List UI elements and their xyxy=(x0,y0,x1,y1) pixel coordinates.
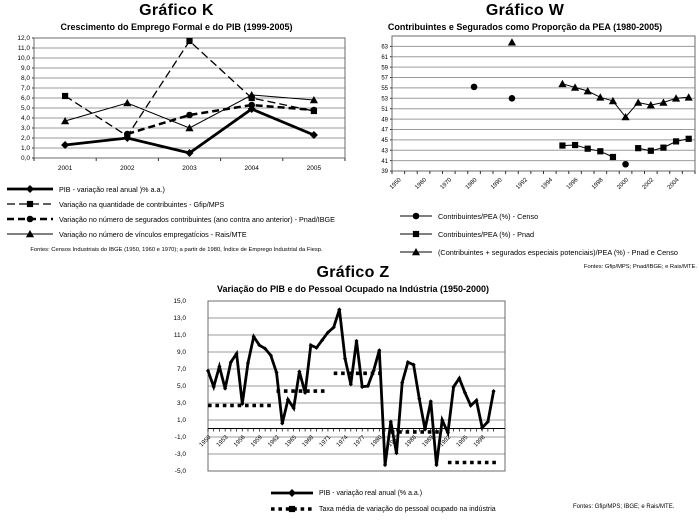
contribuintes-line-marker-icon xyxy=(6,198,54,210)
svg-text:1990: 1990 xyxy=(490,177,504,191)
svg-text:1977: 1977 xyxy=(352,434,367,449)
legend-item xyxy=(6,228,349,240)
chart-k-legend xyxy=(6,183,349,240)
svg-text:8,0: 8,0 xyxy=(20,75,30,83)
chart-z-source: Fontes: Gfip/MPS; IBGE; e Rais/MTE. xyxy=(573,504,675,510)
svg-text:43: 43 xyxy=(381,148,388,155)
svg-text:1,0: 1,0 xyxy=(176,417,186,425)
legend-label: PIB - variação real anual )% a.a.) xyxy=(59,184,165,194)
svg-text:1968: 1968 xyxy=(301,434,316,449)
legend-item xyxy=(6,183,349,195)
svg-text:11,0: 11,0 xyxy=(173,332,186,340)
legend-item xyxy=(399,210,699,222)
legend-item xyxy=(399,228,699,240)
chart-k-plot-area xyxy=(4,34,349,176)
censo-line-marker-icon xyxy=(399,210,433,222)
svg-text:2004: 2004 xyxy=(244,165,259,172)
chart-w-title: Gráfico W xyxy=(485,2,565,19)
svg-text:2001: 2001 xyxy=(57,165,73,172)
svg-text:49: 49 xyxy=(381,117,388,124)
legend-label: PIB - variação real anual (% a.a.) xyxy=(319,489,423,497)
legend-label: Variação no número de vínculos empregatícios - Rais/MTE xyxy=(59,229,247,239)
svg-text:-5,0: -5,0 xyxy=(174,468,186,476)
chart-w xyxy=(351,2,699,270)
svg-text:1998: 1998 xyxy=(472,434,487,449)
legend-label: Contribuintes/PEA (%) - Censo xyxy=(438,211,539,221)
svg-text:1995: 1995 xyxy=(455,434,470,449)
svg-text:55: 55 xyxy=(381,86,388,93)
svg-text:1,0: 1,0 xyxy=(20,145,30,153)
svg-text:1959: 1959 xyxy=(250,434,264,449)
svg-text:2002: 2002 xyxy=(120,165,135,172)
legend-label: (Contribuintes + segurados especiais potenciais)/PEA (%) - Pnad e Censo xyxy=(438,247,678,257)
svg-text:2005: 2005 xyxy=(306,165,322,172)
svg-text:1960: 1960 xyxy=(414,177,429,191)
svg-text:39: 39 xyxy=(381,169,388,176)
svg-text:2002: 2002 xyxy=(641,177,656,191)
legend-label: Contribuintes/PEA (%) - Pnad xyxy=(438,229,535,239)
svg-text:1950: 1950 xyxy=(198,434,213,449)
chart-k-title: Gráfico K xyxy=(139,2,214,19)
legend-label: Variação no número de segurados contribuintes (ano contra ano anterior) - Pnad/IBGE xyxy=(59,214,335,224)
legend-item xyxy=(6,198,349,210)
svg-text:13,0: 13,0 xyxy=(173,315,186,323)
svg-text:2,0: 2,0 xyxy=(20,135,30,143)
svg-text:1992: 1992 xyxy=(515,177,530,191)
svg-text:1983: 1983 xyxy=(387,434,401,449)
svg-text:63: 63 xyxy=(381,44,388,51)
svg-text:59: 59 xyxy=(381,65,388,72)
svg-text:1970: 1970 xyxy=(439,177,454,191)
segurados-line-marker-icon xyxy=(6,213,54,225)
svg-text:2000: 2000 xyxy=(616,177,631,191)
svg-text:1996: 1996 xyxy=(565,177,580,191)
chart-z-subtitle: Variação do PIB e do Pessoal Ocupado na Indústria (1950-2000) xyxy=(216,284,490,294)
svg-text:41: 41 xyxy=(381,158,388,165)
svg-text:1980: 1980 xyxy=(370,434,384,449)
svg-text:1962: 1962 xyxy=(267,434,281,449)
vinculos-line-marker-icon xyxy=(6,228,54,240)
svg-text:1956: 1956 xyxy=(233,434,247,449)
svg-text:12,0: 12,0 xyxy=(17,35,30,43)
svg-text:61: 61 xyxy=(381,54,388,61)
svg-text:1989: 1989 xyxy=(421,434,436,449)
chart-w-legend xyxy=(399,210,699,258)
legend-label: Variação na quantidade de contribuintes - Gfip/MPS xyxy=(59,199,225,209)
taxa-media-line-marker-icon xyxy=(270,503,314,515)
legend-item xyxy=(6,213,349,225)
chart-z-title: Gráfico Z xyxy=(316,264,390,281)
svg-text:-3,0: -3,0 xyxy=(174,451,186,459)
chart-w-subtitle: Contribuintes e Segurados como Proporção da PEA (1980-2005) xyxy=(387,22,663,32)
chart-k-subtitle: Crescimento do Emprego Formal e do PIB (1999-2005) xyxy=(60,22,293,32)
svg-text:5,0: 5,0 xyxy=(20,105,30,113)
chart-z-legend xyxy=(270,487,699,515)
svg-text:9,0: 9,0 xyxy=(176,349,186,357)
chart-z-plot-area xyxy=(113,296,593,478)
chart-z xyxy=(113,264,699,519)
svg-text:11,0: 11,0 xyxy=(17,45,30,53)
svg-text:2003: 2003 xyxy=(182,165,197,172)
svg-text:1965: 1965 xyxy=(284,434,299,449)
chart-k-source: Fontes: Censos Industriais do IBGE (1950, 1960 e 1970); a partir de 1980, Índice de Emprego Industrial da Fiesp. xyxy=(30,247,323,253)
chart-w-plot-area xyxy=(351,34,699,204)
pib-line-marker-icon xyxy=(6,183,54,195)
svg-text:1998: 1998 xyxy=(591,177,605,191)
svg-text:1992: 1992 xyxy=(438,434,453,449)
svg-text:51: 51 xyxy=(381,106,388,113)
svg-text:1980: 1980 xyxy=(464,177,479,191)
svg-text:3,0: 3,0 xyxy=(20,125,30,133)
pnad-line-marker-icon xyxy=(399,228,433,240)
svg-text:57: 57 xyxy=(381,75,388,82)
chart-w-source: Fontes: Gfip/MPS; Pnad/IBGE; e Rais/MTE. xyxy=(583,264,697,270)
svg-text:45: 45 xyxy=(381,138,388,145)
pnad-censo-line-marker-icon xyxy=(399,246,433,258)
legend-item xyxy=(399,246,699,258)
legend-item xyxy=(270,487,699,499)
svg-text:1994: 1994 xyxy=(540,177,555,191)
legend-label: Taxa média de variação do pessoal ocupado na indústria xyxy=(319,505,496,513)
svg-text:1986: 1986 xyxy=(404,434,419,449)
svg-text:5,0: 5,0 xyxy=(176,383,186,391)
svg-text:47: 47 xyxy=(381,127,388,134)
svg-text:4,0: 4,0 xyxy=(20,115,30,123)
svg-text:1950: 1950 xyxy=(389,177,403,191)
svg-text:7,0: 7,0 xyxy=(20,85,30,93)
svg-text:6,0: 6,0 xyxy=(20,95,30,103)
svg-text:53: 53 xyxy=(381,96,388,103)
svg-text:9,0: 9,0 xyxy=(20,65,30,73)
svg-text:1971: 1971 xyxy=(318,434,333,449)
svg-text:7,0: 7,0 xyxy=(176,366,186,374)
svg-text:-1,0: -1,0 xyxy=(174,434,186,442)
chart-k xyxy=(4,2,349,253)
svg-text:1974: 1974 xyxy=(335,434,350,449)
svg-text:3,0: 3,0 xyxy=(176,400,186,408)
svg-text:1953: 1953 xyxy=(215,434,230,449)
svg-text:15,0: 15,0 xyxy=(173,298,186,306)
svg-text:2004: 2004 xyxy=(666,177,681,191)
pib-line-marker-icon xyxy=(270,487,314,499)
svg-text:10,0: 10,0 xyxy=(17,55,30,63)
svg-text:0,0: 0,0 xyxy=(20,155,30,163)
